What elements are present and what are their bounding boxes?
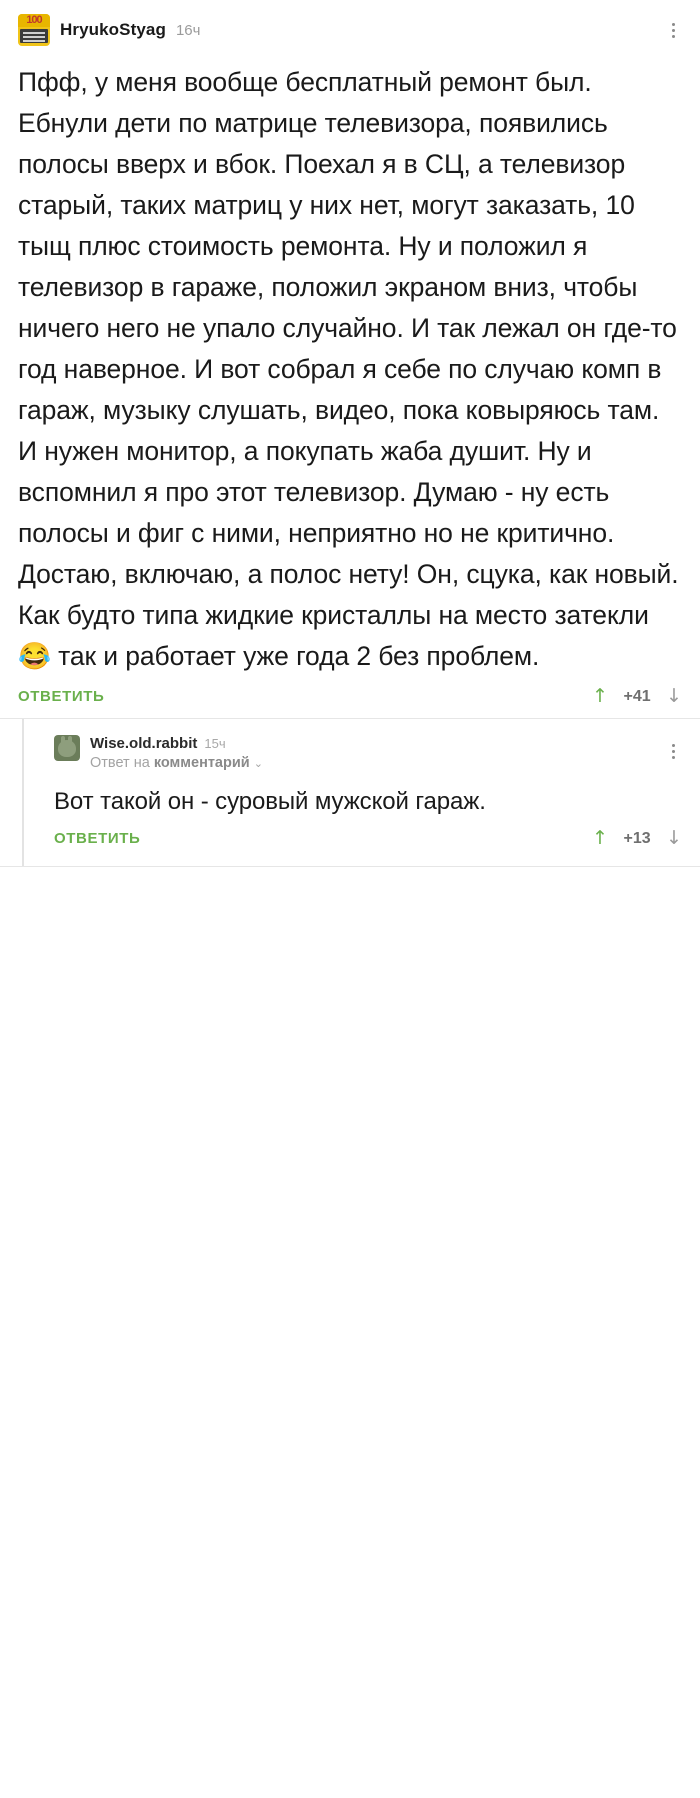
comment-author-name[interactable]: HryukoStyag [60,20,166,39]
kebab-dot [672,23,675,26]
comment-footer [54,829,682,866]
comment-timestamp: 16ч [175,21,201,39]
chevron-down-icon[interactable]: ⌄ [253,758,263,770]
comment-root [0,0,700,718]
rating-control [592,829,682,848]
kebab-dot [672,756,675,759]
avatar-body [20,29,48,43]
kebab-menu-icon[interactable] [664,18,682,42]
comment-divider [0,866,700,867]
comment-text: Вот такой он - суровый мужской гараж. [54,788,486,815]
author-row [90,735,263,752]
avatar-badge-number: 100 [26,14,42,26]
comment-header [54,735,682,771]
comment-timestamp: 15ч [204,736,226,751]
arrow-down-icon[interactable]: ↓ [666,685,682,707]
comment-reply [0,719,700,866]
rating-control [592,687,682,706]
arrow-up-icon[interactable]: ↑ [592,827,609,849]
comment-author-name[interactable]: Wise.old.rabbit [90,735,198,752]
reply-context[interactable] [90,755,263,771]
kebab-dot [672,29,675,32]
score-value: +41 [623,687,651,705]
kebab-dot [672,744,675,747]
thread-indent-line [22,719,24,866]
arrow-up-icon[interactable]: ↑ [592,685,609,707]
kebab-menu-icon[interactable] [664,739,682,763]
comment-footer [18,687,682,718]
avatar[interactable] [18,14,50,46]
comment-header [18,14,682,46]
avatar[interactable] [54,735,80,761]
reply-context-prefix: Ответ на [90,755,150,771]
arrow-down-icon[interactable]: ↓ [666,827,682,849]
comment-meta [90,735,263,771]
comment-text: Пфф, у меня вообще бесплатный ремонт был. Ебнули дети по матрице телевизора, появились полосы вверх и вбок. Поехал я в СЦ, а телевизор старый, таких матриц у них нет, могут заказать, 10 тыщ плюс стоимость ремонта. Ну и положил я телевизор в гараже, положил экраном вниз, чтобы ничего него не упало случайно. И так лежал он где-то год наверное. И вот собрал я себе по случаю комп в гараж, музыку слушать, видео, пока ковыряюсь там. И нужен монитор, а покупать жаба душит. Ну и вспомнил я про этот телевизор. Думаю - ну есть полосы и фиг с ними, неприятно но не критично. Достаю, включаю, а полос нету! Он, сцука, как новый. Как будто типа жидкие кристаллы на место затекли 😂 так и работает уже года 2 без проблем. [18,67,679,671]
avatar-image [58,740,76,757]
kebab-dot [672,35,675,38]
reply-button[interactable]: ОТВЕТИТЬ [18,688,105,705]
kebab-dot [672,750,675,753]
score-value: +13 [623,829,651,847]
reply-context-link[interactable]: комментарий [153,755,250,771]
reply-button[interactable]: ОТВЕТИТЬ [54,830,141,847]
